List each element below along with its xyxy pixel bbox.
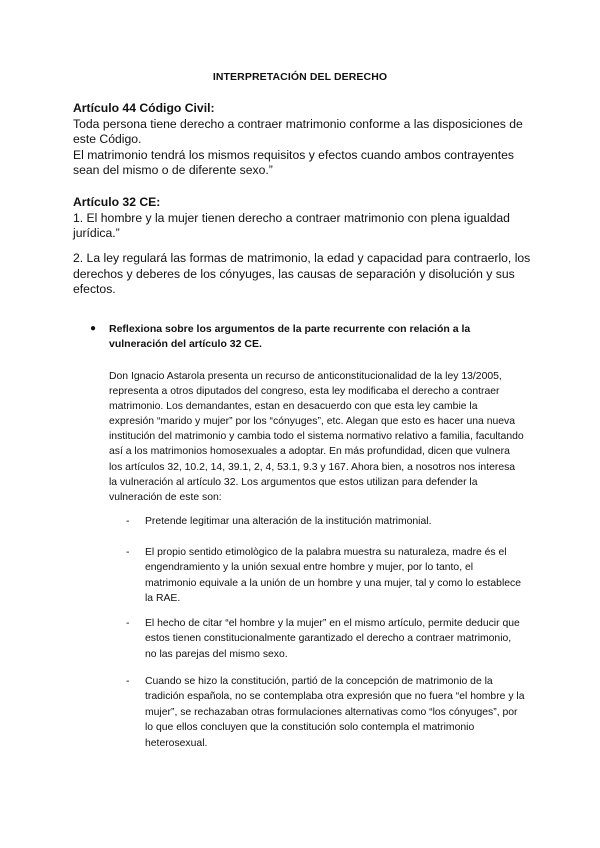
dash-icon: - [126, 547, 130, 558]
article-44-paragraph-1: Toda persona tiene derecho a contraer matrimonio conforme a las disposiciones de este Código. [73, 116, 523, 146]
article-32-paragraph-2: 2. La ley regulará las formas de matrimonio, la edad y capacidad para contraerlo, los derechos y deberes de los cónyuges, las causas de separación y disolución y sus efectos. [73, 251, 531, 296]
list-item-text: Cuando se hizo la constitución, partió de la concepción de matrimonio de la tradición española, no se contemplaba otra expresión que no fuera “el hombre y la mujer”, se rechazaban otras formulaciones alternativas como “los cónyuges”, por lo que ellos concluyen que la constitución solo contempla el matrimonio heterosexual. [145, 676, 525, 749]
list-item-text: El propio sentido etimològico de la palabra muestra su naturaleza, madre és el engendramiento y la unión sexual entre hombre y mujer, por lo tanto, el matrimonio equivale a la unión de un hombre y una mujer, tal y como lo establece la RAE. [145, 547, 522, 605]
article-32-paragraph-2-block [73, 251, 533, 298]
article-44-paragraph-2: El matrimonio tendrá los mismos requisitos y efectos cuando ambos contrayentes sean del mismo o de diferente sexo.” [73, 147, 514, 177]
document-title: INTERPRETACIÓN DEL DERECHO [212, 71, 388, 83]
bullet-question: Reflexiona sobre los argumentos de la parte recurrente con relación a la vulneración del artículo 32 CE. [109, 323, 471, 350]
list-item-text: Pretende legitimar una alteración de la institución matrimonial. [145, 516, 432, 527]
article-32-heading: Artículo 32 CE: [73, 195, 161, 209]
dash-icon: - [126, 618, 130, 629]
article-32-section [73, 195, 533, 242]
article-44-heading: Artículo 44 Código Civil: [73, 101, 215, 115]
article-44-section [73, 101, 533, 179]
body-paragraph: Don Ignacio Astarola presenta un recurso de anticonstitucionalidad de la ley 13/2005, representa a otros diputados del congreso, esta ley modificaba el derecho a contraer matrimonio. Los demandantes, estan en desacuerdo con que esta ley cambie la expresión “marido y mujer” por los “cónyuges”, etc. Alegan que esto es hacer una nueva institución del matrimonio y cambia todo el sistema normativo relativo a familia, facultando así a los matrimonios homosexuales a adoptar. En más profundidad, dicen que vulnera los artículos 32, 10.2, 14, 39.1, 2, 4, 53.1, 9.3 y 167. Ahora bien, a nosotros nos interesa la vulneración al artículo 32. Los argumentos que estos utilizan para defender la vulneración de este son: [109, 371, 524, 503]
dash-icon: - [126, 676, 130, 687]
list-item-text: El hecho de citar “el hombre y la mujer” en el mismo artículo, permite deducir que estos tienen constitucionalmente garantizado el derecho a contraer matrimonio, no las parejas del mismo sexo. [145, 618, 520, 660]
bullet-dot-icon: ● [90, 323, 97, 334]
dash-icon: - [126, 516, 130, 527]
article-32-paragraph-1: 1. El hombre y la mujer tienen derecho a contraer matrimonio con plena igualdad jurídica.” [73, 210, 510, 240]
